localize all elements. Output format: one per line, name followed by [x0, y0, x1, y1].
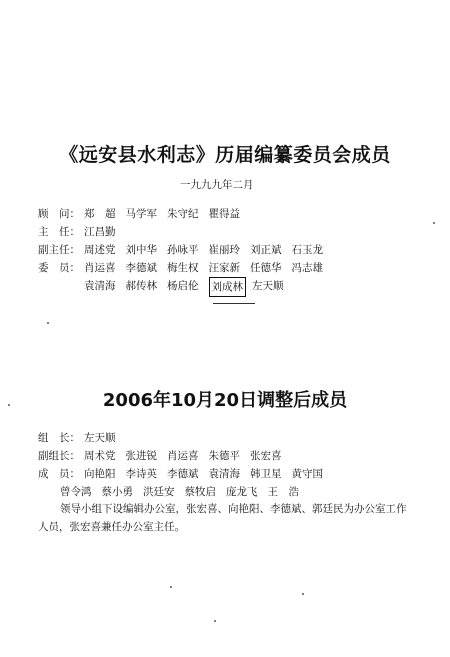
section-title: 2006年10月20日调整后成员 — [102, 390, 348, 411]
scan-speck — [47, 322, 49, 324]
person-name: 崔丽玲 — [208, 244, 240, 256]
director-row — [38, 223, 333, 241]
row-label: 副主任： — [38, 244, 80, 256]
person-name: 庞龙飞 — [226, 486, 258, 498]
person-name: 张宏喜 — [250, 450, 282, 462]
group-deputy-row — [38, 447, 333, 465]
person-name: 刘中华 — [125, 244, 157, 256]
person-name: 石玉龙 — [291, 244, 323, 256]
page-title: 《远安县水利志》历届编纂委员会成员 — [59, 144, 391, 166]
person-name: 冯志雄 — [291, 262, 323, 274]
row-label: 顾 问： — [38, 208, 80, 220]
row-label: 副组长： — [38, 450, 80, 462]
person-name: 孙咏平 — [167, 244, 199, 256]
person-name: 李诗英 — [125, 468, 157, 480]
section-divider — [213, 303, 255, 304]
person-name: 肖运喜 — [167, 450, 199, 462]
person-name: 王 浩 — [267, 486, 299, 498]
person-name: 向艳阳 — [84, 468, 116, 480]
person-name: 汪家新 — [208, 262, 240, 274]
person-name: 曾令鸿 — [60, 486, 92, 498]
row-label: 组 长： — [38, 432, 80, 444]
person-name: 周术党 — [84, 450, 116, 462]
members-row — [38, 259, 333, 277]
person-name: 瞿得益 — [208, 208, 240, 220]
person-name: 蔡牧启 — [184, 486, 216, 498]
person-name: 黄守国 — [291, 468, 323, 480]
person-name: 袁清海 — [208, 468, 240, 480]
person-name: 刘正斌 — [250, 244, 282, 256]
person-name: 郝传林 — [125, 280, 157, 292]
group-members-row — [38, 465, 333, 483]
scan-speck — [8, 404, 10, 406]
person-name: 韩卫星 — [250, 468, 282, 480]
members-row-continued — [84, 277, 333, 297]
person-name: 左天顺 — [252, 280, 284, 292]
row-label: 主 任： — [38, 226, 80, 238]
row-label: 委 员： — [38, 262, 80, 274]
person-name: 朱德平 — [208, 450, 240, 462]
date-line: 一九九九年二月 — [180, 179, 254, 191]
scan-speck — [433, 222, 435, 224]
advisors-row — [38, 205, 333, 223]
person-name: 江昌勤 — [84, 226, 116, 238]
person-name: 肖运喜 — [84, 262, 116, 274]
person-name: 郑 超 — [84, 208, 116, 220]
person-name: 任德华 — [250, 262, 282, 274]
boxed-person-name: 刘成林 — [209, 277, 247, 297]
person-name: 李德斌 — [125, 262, 157, 274]
group-members-row-continued — [60, 483, 333, 501]
committee-list — [38, 205, 333, 297]
person-name: 左天顺 — [84, 432, 116, 444]
deputy-row — [38, 241, 333, 259]
leader-row — [38, 429, 333, 447]
group-list — [38, 429, 333, 501]
office-note: 领导小组下设编辑办公室，张宏喜、向艳阳、李德斌、郭廷民为办公室工作人员，张宏喜兼任办公室主任。 — [38, 503, 407, 533]
person-name: 袁清海 — [84, 280, 116, 292]
scan-speck — [170, 586, 172, 588]
person-name: 梅生权 — [167, 262, 199, 274]
person-name: 蔡小勇 — [101, 486, 133, 498]
scan-speck — [302, 593, 304, 595]
scan-speck — [214, 620, 216, 622]
person-name: 朱守纪 — [167, 208, 199, 220]
person-name: 李德斌 — [167, 468, 199, 480]
person-name: 马学军 — [125, 208, 157, 220]
person-name: 张进锐 — [125, 450, 157, 462]
person-name: 杨启伦 — [167, 280, 199, 292]
row-label: 成 员： — [38, 468, 80, 480]
person-name: 周述党 — [84, 244, 116, 256]
person-name: 洪廷安 — [143, 486, 175, 498]
